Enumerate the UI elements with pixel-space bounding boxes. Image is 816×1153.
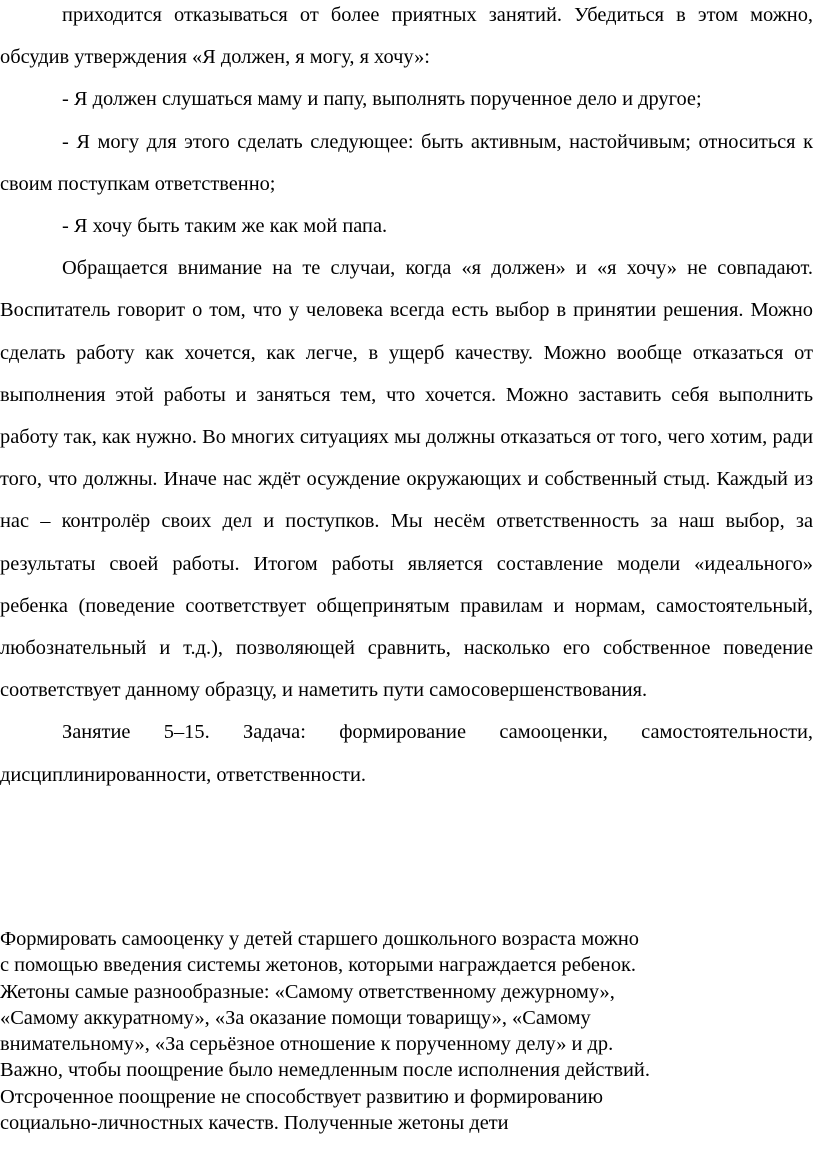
paragraph-want: - Я хочу быть таким же как мой папа.	[62, 215, 388, 238]
tail-line: Жетоны самые разнообразные: «Самому ответственному дежурному»,	[0, 980, 615, 1003]
tail-line: Формировать самооценку у детей старшего дошкольного возраста можно	[0, 928, 639, 950]
paragraph-choice: Обращается внимание на те случаи, когда «я должен» и «я хочу» не совпадают. Воспитатель говорит о том, что у человека всегда есть выбор в принятии решения. Можно сделать работу как хочется, как легче, в ущерб качеству. Можно вообще отказаться от выполнения этой работы и заняться тем, что хочется. Можно заставить себя выполнить работу так, как нужно. Во многих ситуациях мы должны отказаться от того, чего хотим, ради того, что должны. Иначе нас ждёт осуждение окружающих и собственный стыд. Каждый из нас – контролёр своих дел и поступков. Мы несём ответственность за наш выбор, за результаты своей работы. Итогом работы является составление модели «идеального» ребенка (поведение соответствует общепринятым правилам и нормам, самостоятельный, любознательный и т.д.), позволяющей сравнить, насколько его собственное поведение соответствует данному образцу, и наметить пути самосовершенствования.	[0, 257, 813, 702]
tail-line: внимательному», «За серьёзное отношение к порученному делу» и др.	[0, 1033, 614, 1056]
paragraph-continuation: приходится отказываться от более приятных занятий. Убедиться в этом можно, обсудив утверждения «Я должен, я могу, я хочу»:	[0, 4, 813, 69]
paragraph-lesson-title: Занятие 5–15. Задача: формирование самооценки, самостоятельности, дисциплинированности, ответственности.	[0, 721, 813, 786]
tail-line: с помощью введения системы жетонов, которыми награждается ребенок.	[0, 954, 637, 977]
tail-text-block	[0, 926, 816, 1136]
tail-line: социально-личностных качеств. Полученные жетоны дети	[0, 1112, 509, 1135]
paragraph-must: - Я должен слушаться маму и папу, выполнять порученное дело и другое;	[62, 88, 702, 111]
tail-line: Важно, чтобы поощрение было немедленным после исполнения действий.	[0, 1059, 650, 1082]
paragraph-can: - Я могу для этого сделать следующее: быть активным, настойчивым; относиться к своим поступкам ответственно;	[0, 130, 813, 195]
tail-line: Отсроченное поощрение не способствует развитию и формированию	[0, 1085, 603, 1108]
tail-line: «Самому аккуратному», «За оказание помощи товарищу», «Самому	[0, 1006, 591, 1029]
